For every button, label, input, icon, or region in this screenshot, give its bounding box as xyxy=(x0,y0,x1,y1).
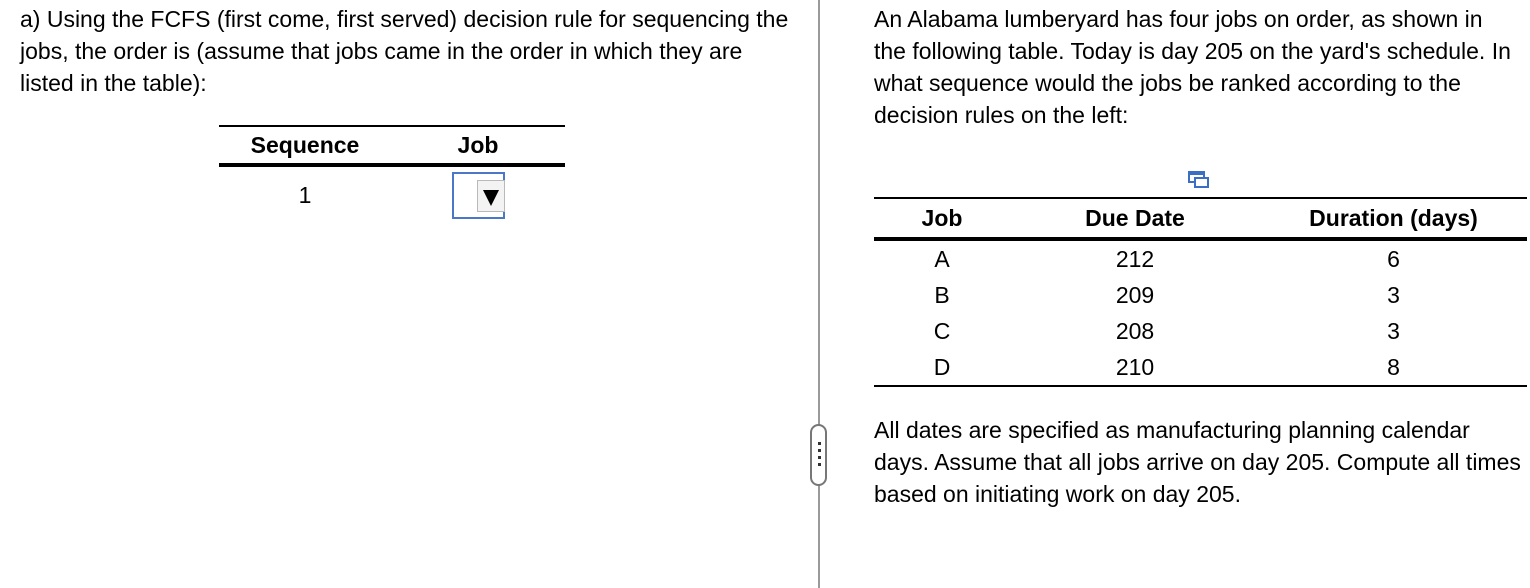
due-date-column-header: Due Date xyxy=(1010,198,1260,239)
table-row xyxy=(874,349,1527,386)
triangle-down-icon xyxy=(483,190,499,206)
duration-column-header: Duration (days) xyxy=(1260,198,1527,239)
right-pane xyxy=(822,0,1530,588)
copy-icon[interactable] xyxy=(1188,171,1210,189)
sequence-table xyxy=(219,125,565,223)
sequence-table-header-row xyxy=(219,126,565,165)
job-select-dropdown[interactable] xyxy=(452,172,505,219)
question-text: a) Using the FCFS (first come, first served) decision rule for sequencing the jobs, the order is (assume that jobs came in the order in which they are listed in the table): xyxy=(20,6,789,96)
handle-dot xyxy=(818,463,821,466)
duration-cell: 3 xyxy=(1387,281,1400,308)
job-cell: C xyxy=(933,317,951,344)
job-column-header: Job xyxy=(874,198,1010,239)
handle-dot xyxy=(818,442,821,445)
job-header: Job xyxy=(391,126,565,165)
due-date-cell: 209 xyxy=(1115,281,1155,308)
duration-cell: 6 xyxy=(1387,245,1400,272)
table-row xyxy=(874,313,1527,349)
sequence-header: Sequence xyxy=(219,126,391,165)
handle-dot xyxy=(818,449,821,452)
dropdown-button[interactable] xyxy=(477,180,505,212)
note-text: All dates are specified as manufacturing planning calendar days. Assume that all jobs arrive on day 205. Compute all times based on initiating work on day 205. xyxy=(874,417,1521,507)
job-cell: B xyxy=(934,281,950,308)
duration-cell: 3 xyxy=(1387,317,1400,344)
jobs-table xyxy=(874,197,1527,387)
handle-dot xyxy=(818,456,821,459)
table-row xyxy=(219,165,565,223)
job-cell xyxy=(391,165,565,223)
table-row xyxy=(874,277,1527,313)
table-row xyxy=(874,239,1527,277)
due-date-cell: 212 xyxy=(1115,245,1155,272)
due-date-cell: 208 xyxy=(1115,317,1155,344)
jobs-table-header-row xyxy=(874,198,1527,239)
pane-divider[interactable] xyxy=(818,0,820,588)
sequence-number: 1 xyxy=(298,181,312,208)
due-date-cell: 210 xyxy=(1010,349,1260,386)
duration-cell: 8 xyxy=(1260,349,1527,386)
problem-text: An Alabama lumberyard has four jobs on order, as shown in the following table. Today is day 205 on the yard's schedule. In what sequence would the jobs be ranked according to the decision rules on the left: xyxy=(874,6,1511,128)
job-cell: A xyxy=(934,245,950,272)
job-cell: D xyxy=(874,349,1010,386)
